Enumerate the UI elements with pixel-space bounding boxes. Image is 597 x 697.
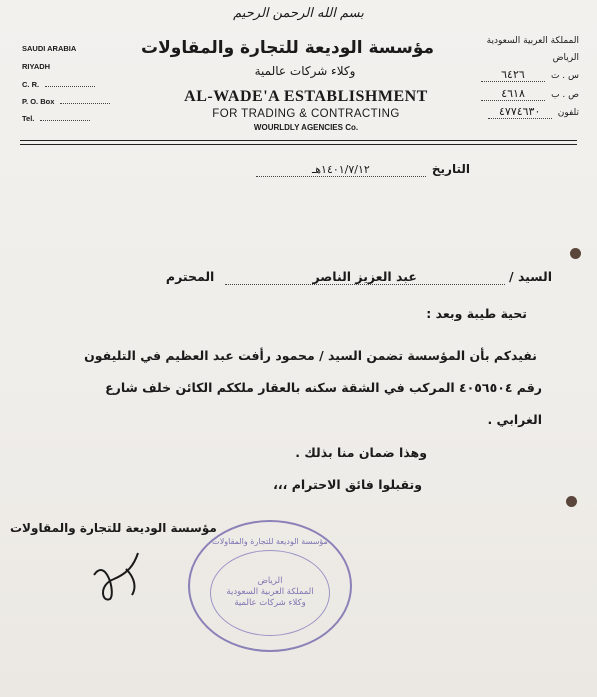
header-pobox-en: P. O. Box	[22, 97, 110, 106]
header-tel-ar: تلفون٤٧٧٤٦٣٠	[488, 105, 579, 119]
header-cr-ar: س . ت٦٤٢٦	[481, 68, 579, 82]
header-pobox-ar: ص . ب٤٦١٨	[481, 87, 579, 101]
header-rule-bottom	[20, 144, 577, 145]
recipient-suffix: المحترم	[165, 269, 215, 284]
body-line-2: رقم ٤٠٥٦٥٠٤ المركب في الشقة سكنه بالعقار ملككم الكائن خلف شارع	[105, 380, 542, 395]
closing-line: وتقبلوا فائق الاحترام ،،،	[273, 477, 422, 492]
header-country-en: SAUDI ARABIA	[22, 44, 77, 53]
recipient-line	[150, 269, 552, 285]
body-line-1: نفيدكم بأن المؤسسة تضمن السيد / محمود رأفت عبد العظيم في التليفون	[84, 348, 537, 363]
company-agencies-en: WOURLDLY AGENCIES Co.	[253, 123, 359, 132]
cr-value: ٦٤٢٦	[481, 68, 545, 82]
tel-blank	[40, 115, 90, 121]
recipient-prefix: السيد /	[509, 269, 552, 284]
stamp-line-2: المملكة العربية السعودية	[226, 586, 314, 597]
punch-hole-bottom	[566, 496, 577, 507]
stamp-ring-text: مؤسسة الوديعة للتجارة والمقاولات	[212, 536, 328, 546]
company-agencies-ar: وكلاء شركات عالمية	[254, 64, 356, 78]
basmala: بسم الله الرحمن الرحيم	[233, 6, 364, 21]
pobox-blank	[60, 98, 110, 104]
header-city-en: RIYADH	[22, 62, 51, 71]
date-value: ١٤٠١/٧/١٢هـ	[256, 163, 426, 177]
stamp-line-1: الرياض	[257, 575, 283, 586]
stamp-center	[210, 550, 330, 636]
recipient-name: عبد العزيز الناصر	[225, 269, 505, 285]
date-row	[240, 162, 470, 177]
body-line-4: وهذا ضمان منا بذلك .	[295, 445, 427, 460]
date-label: التاريخ	[431, 162, 470, 176]
header-city-ar: الرياض	[552, 53, 579, 63]
pobox-value: ٤٦١٨	[481, 87, 545, 101]
punch-hole-top	[570, 248, 581, 259]
header-cr-en: C. R.	[22, 80, 95, 89]
tel-value: ٤٧٧٤٦٣٠	[488, 105, 552, 119]
cr-blank	[45, 81, 95, 87]
company-trading-en: FOR TRADING & CONTRACTING	[212, 108, 400, 120]
header-country-ar: المملكة العربية السعودية	[486, 36, 579, 46]
company-name-ar: مؤسسة الوديعة للتجارة والمقاولات	[141, 38, 434, 58]
company-stamp	[188, 520, 352, 652]
header-rule-top	[20, 140, 577, 141]
body-line-3: الغرابي .	[487, 412, 542, 427]
stamp-line-3: وكلاء شركات عالمية	[234, 598, 306, 609]
company-name-en: AL-WADE'A ESTABLISHMENT	[184, 88, 428, 105]
signature-company: مؤسسة الوديعة للتجارة والمقاولات	[10, 521, 217, 535]
greeting: تحية طيبة وبعد :	[426, 306, 527, 321]
handwritten-signature	[88, 545, 148, 605]
header-tel-en: Tel.	[22, 114, 90, 123]
